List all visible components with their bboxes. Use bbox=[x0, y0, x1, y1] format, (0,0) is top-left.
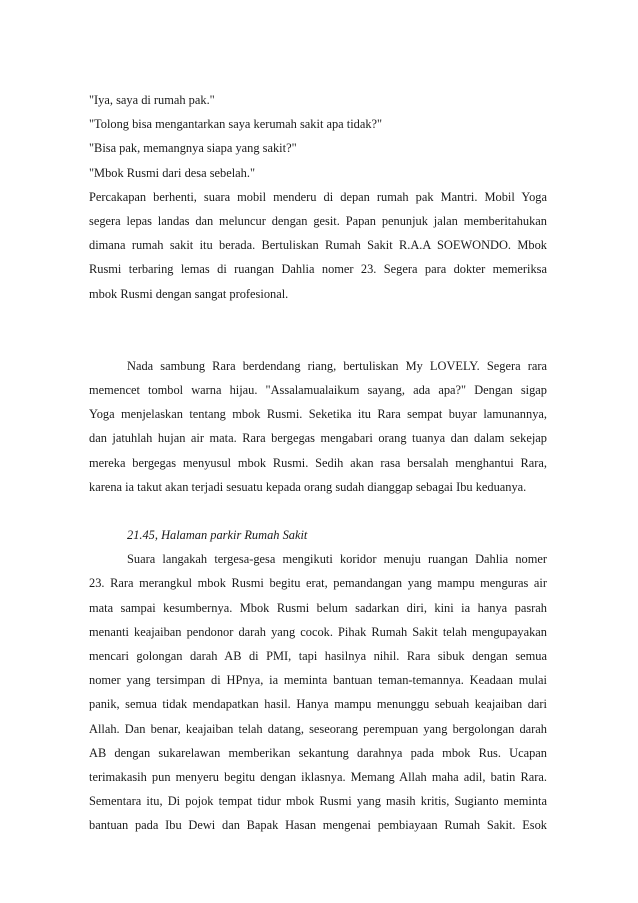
dialogue-line: "Bisa pak, memangnya siapa yang sakit?" bbox=[89, 141, 297, 156]
paragraph-line: memencet tombol warna hijau. "Assalamualaikum sayang, ada apa?" Dengan sigap bbox=[89, 383, 547, 398]
paragraph-line: mata sampai kesumbernya. Mbok Rusmi belum sadarkan diri, kini ia hanya pasrah bbox=[89, 600, 547, 615]
paragraph-line: Allah. Dan benar, keajaiban telah datang, seseorang perempuan yang bergolongan darah bbox=[89, 721, 547, 736]
paragraph-line: Suara langakah tergesa-gesa mengikuti koridor menuju ruangan Dahlia nomer bbox=[127, 552, 547, 567]
document-page bbox=[89, 88, 547, 838]
paragraph-line: Percakapan berhenti, suara mobil menderu di depan rumah pak Mantri. Mobil Yoga bbox=[89, 189, 547, 204]
paragraph-line: dimana rumah sakit itu berada. Bertuliskan Rumah Sakit R.A.A SOEWONDO. Mbok bbox=[89, 238, 547, 253]
paragraph-line: terimakasih pun menyeru begitu dengan iklasnya. Memang Allah maha adil, batin Rara. bbox=[89, 770, 547, 785]
paragraph-line: segera lepas landas dan meluncur dengan gesit. Papan penunjuk jalan memberitahukan bbox=[89, 214, 547, 229]
paragraph-line: Yoga menjelaskan tentang mbok Rusmi. Seketika itu Rara sempat buyar lamunannya, bbox=[89, 407, 547, 422]
paragraph-line: dan jatuhlah hujan air mata. Rara bergegas mengabari orang tuanya dan dalam sekejap bbox=[89, 431, 547, 446]
paragraph-line: Rusmi terbaring lemas di ruangan Dahlia nomer 23. Segera para dokter memeriksa bbox=[89, 262, 547, 277]
scene-heading: 21.45, Halaman parkir Rumah Sakit bbox=[127, 528, 308, 543]
paragraph-phone-call bbox=[89, 354, 547, 499]
paragraph-line: Sementara itu, Di pojok tempat tidur mbok Rusmi yang masih kritis, Sugianto meminta bbox=[89, 794, 547, 809]
dialogue-line: "Mbok Rusmi dari desa sebelah." bbox=[89, 165, 256, 180]
paragraph-hospital bbox=[89, 547, 547, 837]
paragraph-line: panik, semua tidak mendapatkan hasil. Hanya mampu menunggu sebuah keajaiban dari bbox=[89, 697, 547, 712]
paragraph-line: mbok Rusmi dengan sangat profesional. bbox=[89, 286, 289, 301]
paragraph-line: AB dengan sukarelawan memberikan sekantung darahnya pada mbok Rus. Ucapan bbox=[89, 745, 547, 760]
paragraph-line: bantuan pada Ibu Dewi dan Bapak Hasan mengenai pembiayaan Rumah Sakit. Esok bbox=[89, 818, 547, 833]
paragraph-line: karena ia takut akan terjadi sesuatu kepada orang sudah dianggap sebagai Ibu keduanya. bbox=[89, 479, 527, 494]
section-gap bbox=[89, 306, 547, 354]
dialogue-line: "Tolong bisa mengantarkan saya kerumah sakit apa tidak?" bbox=[89, 117, 383, 132]
paragraph-line: nomer yang tersimpan di HPnya, ia meminta bantuan teman-temannya. Keadaan mulai bbox=[89, 673, 547, 688]
paragraph-line: mencari golongan darah AB di PMI, tapi hasilnya nihil. Rara sibuk dengan semua bbox=[89, 649, 547, 664]
dialogue-block bbox=[89, 88, 547, 185]
paragraph-line: 23. Rara merangkul mbok Rusmi begitu erat, pemandangan yang mampu menguras air bbox=[89, 576, 547, 591]
dialogue-line: "Iya, saya di rumah pak." bbox=[89, 93, 215, 107]
paragraph-line: mereka bergegas menyusul mbok Rusmi. Sedih akan rasa bersalah menghantui Rara, bbox=[89, 455, 547, 470]
paragraph-line: Nada sambung Rara berdendang riang, bertuliskan My LOVELY. Segera rara bbox=[127, 358, 547, 373]
paragraph-line: menanti keajaiban pendonor darah yang cocok. Pihak Rumah Sakit telah mengupayakan bbox=[89, 624, 547, 639]
paragraph-car-departure bbox=[89, 185, 547, 306]
